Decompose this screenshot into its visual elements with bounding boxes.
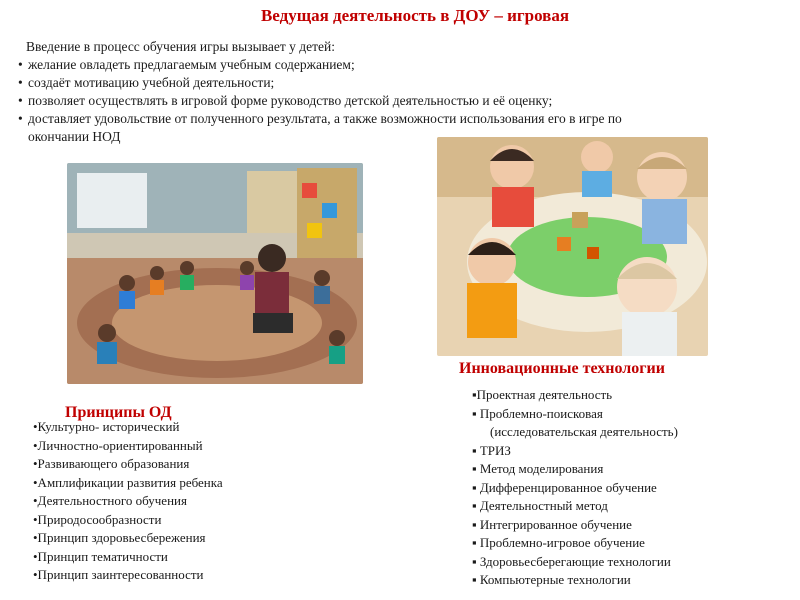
- list-item: •Природосообразности: [33, 511, 162, 527]
- innovations-list: [472, 386, 678, 590]
- list-item: •Развивающего образования: [33, 456, 190, 471]
- intro-item: • доставляет удовольствие от полученного результата, а также возможности использования его в игре по: [18, 110, 778, 128]
- list-item: (исследовательская деятельность): [490, 424, 678, 439]
- list-item: •Принцип здоровьесбережения: [33, 530, 206, 545]
- list-item: •Деятельностного обучения: [33, 493, 187, 508]
- intro-lead: Введение в процесс обучения игры вызывает у детей:: [26, 39, 335, 54]
- list-item: ▪ Интегрированное обучение: [472, 516, 632, 532]
- page-title: Ведущая деятельность в ДОУ – игровая: [260, 6, 570, 25]
- list-item: •Принцип тематичности: [33, 548, 168, 564]
- list-item: ▪ Компьютерные технологии: [472, 572, 631, 587]
- intro-tail: окончании НОД: [28, 129, 121, 144]
- list-item: ▪ Дифференцированное обучение: [472, 479, 657, 495]
- intro-item: • создаёт мотивацию учебной деятельности;: [18, 74, 778, 92]
- principles-list: [33, 418, 223, 585]
- list-item: ▪ Деятельностный метод: [472, 498, 608, 513]
- list-item: ▪ Проблемно-игровое обучение: [472, 535, 645, 550]
- list-item: ▪ Проблемно-поисковая: [472, 405, 603, 421]
- intro-item: • желание овладеть предлагаемым учебным содержанием;: [18, 56, 778, 74]
- innovations-heading: Инновационные технологии: [459, 360, 665, 377]
- children-table-game-photo: [437, 137, 708, 356]
- list-item: •Амплификации развития ребенка: [33, 474, 223, 490]
- intro-list: [18, 56, 778, 128]
- list-item: ▪Проектная деятельность: [472, 387, 613, 402]
- intro-block: [18, 38, 778, 146]
- list-item: •Принцип заинтересованности: [33, 567, 204, 582]
- list-item: •Личностно-ориентированный: [33, 437, 203, 453]
- list-item: ▪ Метод моделирования: [472, 461, 604, 476]
- classroom-circle-game-photo: [67, 163, 363, 384]
- list-item: •Культурно- исторический: [33, 419, 180, 434]
- intro-item: • позволяет осуществлять в игровой форме руководство детской деятельностью и её оценку;: [18, 92, 778, 110]
- principles-heading: Принципы ОД: [65, 404, 172, 421]
- list-item: ▪ Здоровьесберегающие технологии: [472, 553, 671, 569]
- list-item: ▪ ТРИЗ: [472, 442, 511, 458]
